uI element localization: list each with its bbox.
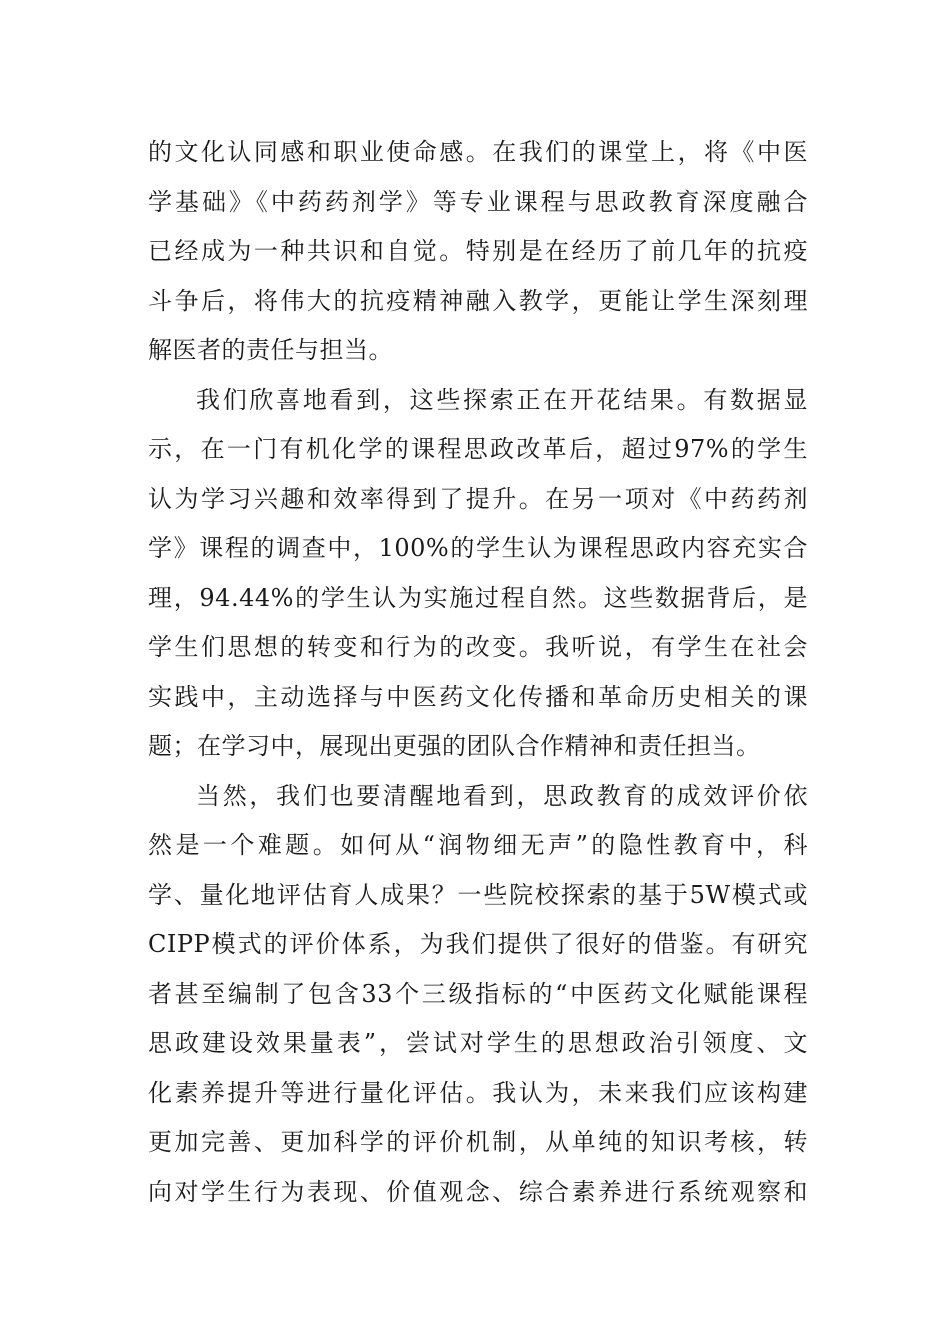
- paragraph-2-line-2: 示，在一门有机化学的课程思政改革后，超过97%的学生: [148, 435, 808, 463]
- paragraph-2-line-8: 题；在学习中，展现出更强的团队合作精神和责任担当。: [148, 732, 761, 760]
- paragraph-1-line-1: 的文化认同感和职业使命感。在我们的课堂上，将《中医: [148, 138, 808, 166]
- paragraph-2-line-4: 学》课程的调查中，100%的学生认为课程思政内容充实合: [148, 534, 808, 562]
- paragraph-3-line-5: 者甚至编制了包含33个三级指标的“中医药文化赋能课程: [148, 979, 808, 1008]
- paragraph-3-line-3: 学、量化地评估育人成果？一些院校探索的基于5W模式或: [148, 880, 808, 909]
- paragraph-1-line-5: 解医者的责任与担当。: [148, 336, 393, 364]
- paragraph-3-line-4: CIPP模式的评价体系，为我们提供了很好的借鉴。有研究: [148, 930, 808, 958]
- paragraph-2-line-1: 我们欣喜地看到，这些探索正在开花结果。有数据显: [196, 385, 808, 414]
- paragraph-3-line-7: 化素养提升等进行量化评估。我认为，未来我们应该构建: [148, 1078, 808, 1107]
- paragraph-3-line-9: 向对学生行为表现、价值观念、综合素养进行系统观察和: [148, 1177, 808, 1206]
- body-text: [148, 128, 808, 1217]
- paragraph-2-line-3: 认为学习兴趣和效率得到了提升。在另一项对《中药药剂: [148, 484, 808, 513]
- paragraph-3-line-2: 然是一个难题。如何从“润物细无声”的隐性教育中，科: [148, 831, 808, 859]
- paragraph-1-line-2: 学基础》《中药药剂学》等专业课程与思政教育深度融合: [148, 187, 808, 216]
- paragraph-3-line-8: 更加完善、更加科学的评价机制，从单纯的知识考核，转: [148, 1128, 808, 1156]
- paragraph-2-line-5: 理，94.44%的学生认为实施过程自然。这些数据背后，是: [148, 583, 808, 612]
- paragraph-2-line-6: 学生们思想的转变和行为的改变。我听说，有学生在社会: [148, 633, 808, 661]
- paragraph-3-line-6: 思政建设效果量表”，尝试对学生的思想政治引领度、文: [148, 1029, 808, 1057]
- paragraph-1-line-4: 斗争后，将伟大的抗疫精神融入教学，更能让学生深刻理: [148, 286, 808, 315]
- paragraph-1-line-3: 已经成为一种共识和自觉。特别是在经历了前几年的抗疫: [148, 237, 808, 265]
- paragraph-3-line-1: 当然，我们也要清醒地看到，思政教育的成效评价依: [196, 781, 808, 810]
- paragraph-2-line-7: 实践中，主动选择与中医药文化传播和革命历史相关的课: [148, 682, 808, 711]
